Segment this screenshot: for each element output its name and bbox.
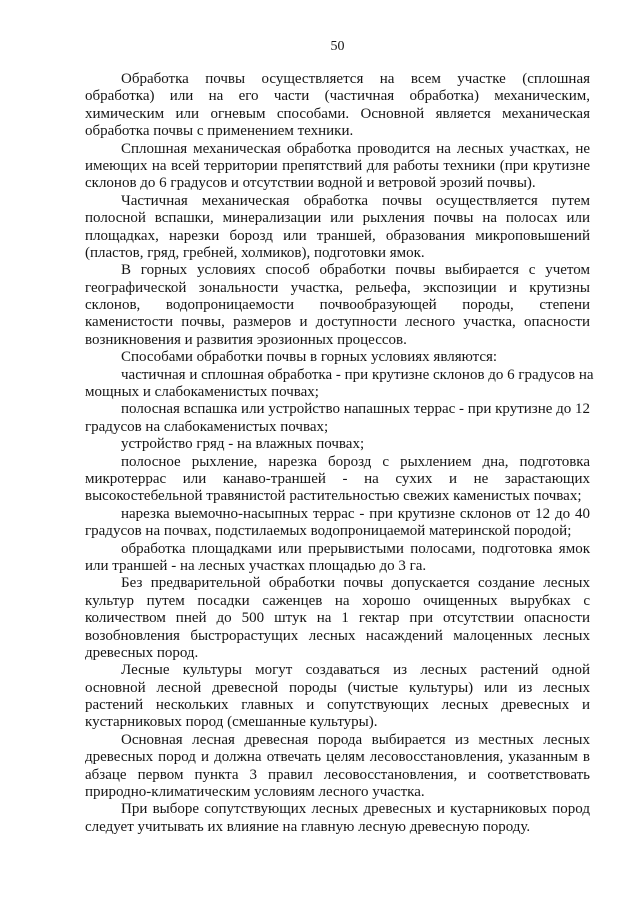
text-line: Способами обработки почвы в горных условиях являются:	[121, 349, 498, 366]
list-item	[85, 401, 590, 436]
text-line: мощных и слабокаменистых почвах;	[85, 384, 319, 401]
text-line: полосное рыхление, нарезка борозд с рыхлением дна, подготовка	[121, 453, 590, 470]
text-line: Лесные культуры могут создаваться из лесных растений одной	[121, 662, 590, 679]
text-line: площадках, нарезки борозд или траншей, образования микроповышений	[85, 227, 590, 244]
text-line: основной лесной древесной породы (чистые культуры) или из лесных	[85, 679, 590, 696]
document-body	[85, 71, 594, 836]
text-line: количеством пней до 500 штук на 1 гектар при отсутствии опасности	[85, 610, 590, 627]
paragraph	[85, 732, 590, 802]
text-line: Частичная механическая обработка почвы осуществляется путем	[121, 192, 590, 209]
text-line: имеющих на всей территории препятствий для работы техники (при крутизне	[85, 157, 590, 174]
text-line: химическим или огневым способами. Основной является механическая	[85, 105, 590, 122]
text-line: микротеррас или канаво-траншей - на сухих и не зарастающих	[85, 470, 590, 487]
list-item	[85, 541, 590, 576]
text-line: культур путем посадки саженцев на хорошо очищенных вырубках с	[85, 592, 590, 609]
text-line: возобновления быстрорастущих лесных насаждений малоценных лесных	[85, 627, 590, 644]
text-line: В горных условиях способ обработки почвы выбирается с учетом	[121, 262, 590, 279]
text-line: древесных пород.	[85, 644, 199, 661]
text-line: устройство гряд - на влажных почвах;	[121, 436, 365, 453]
text-line: древесных пород и должна отвечать целям лесовосстановления, указанным в	[85, 749, 590, 766]
text-line: градусов на слабокаменистых почвах;	[85, 418, 329, 435]
paragraph	[85, 662, 590, 732]
text-line: склонов, водопроницаемости почвообразующей породы, степени	[85, 297, 590, 314]
text-line: Основная лесная древесная порода выбирается из местных лесных	[121, 731, 590, 748]
paragraph	[85, 141, 590, 193]
text-line: или траншей - на лесных участках площадью до 3 га.	[85, 557, 427, 574]
paragraph	[85, 193, 590, 263]
text-line: возникновения и развития эрозионных процессов.	[85, 331, 407, 348]
text-line: обработка) или на его части (частичная обработка) механическим,	[85, 88, 590, 105]
text-line: следует учитывать их влияние на главную лесную древесную породу.	[85, 818, 531, 835]
text-line: высокостебельной травянистой растительностью свежих каменистых почвах;	[85, 488, 582, 505]
text-line: обработка площадками или прерывистыми полосами, подготовка ямок	[121, 540, 590, 557]
text-line: растений нескольких главных и сопутствующих лесных древесных и	[85, 697, 590, 714]
text-line: природно-климатическим условиям лесного участка.	[85, 784, 425, 801]
paragraph	[85, 801, 590, 836]
text-line: абзаце первом пункта 3 правил лесовосстановления, и соответствовать	[85, 766, 590, 783]
text-line: географической зональности участка, рельефа, экспозиции и крутизны	[85, 279, 590, 296]
text-line: полосная вспашка или устройство напашных террас - при крутизне до 12	[121, 401, 591, 418]
text-line: Сплошная механическая обработка проводится на лесных участках, не	[121, 140, 590, 157]
text-line: Обработка почвы осуществляется на всем участке (сплошная	[121, 71, 590, 87]
text-line: склонов до 6 градусов и отсутствии водной и ветровой эрозий почвы).	[85, 175, 536, 192]
list-item	[85, 506, 590, 541]
text-line: Без предварительной обработки почвы допускается создание лесных	[121, 575, 590, 592]
text-line: нарезка выемочно-насыпных террас - при крутизне склонов от 12 до 40	[121, 505, 590, 522]
paragraph	[85, 71, 590, 141]
text-line: обработка почвы с применением техники.	[85, 123, 354, 140]
page-number: 50	[330, 39, 345, 54]
text-line: каменистости почвы, размеров и доступности лесного участка, опасности	[85, 314, 590, 331]
text-line: градусов на почвах, подстилаемых водопроницаемой материнской породой;	[85, 523, 572, 540]
text-line: (пластов, гряд, гребней, холмиков), подготовки ямок.	[85, 244, 425, 261]
paragraph	[85, 262, 590, 349]
list-item	[85, 436, 590, 453]
text-line: частичная и сплошная обработка - при крутизне склонов до 6 градусов на	[121, 366, 594, 383]
text-line: полосной вспашки, минерализации или рыхления почвы на полосах или	[85, 210, 590, 227]
text-line: При выборе сопутствующих лесных древесных и кустарниковых пород	[121, 801, 590, 818]
paragraph	[85, 349, 590, 366]
list-item	[85, 366, 594, 402]
text-line: кустарниковых пород (смешанные культуры).	[85, 714, 378, 731]
paragraph	[85, 575, 590, 662]
list-item	[85, 454, 590, 506]
